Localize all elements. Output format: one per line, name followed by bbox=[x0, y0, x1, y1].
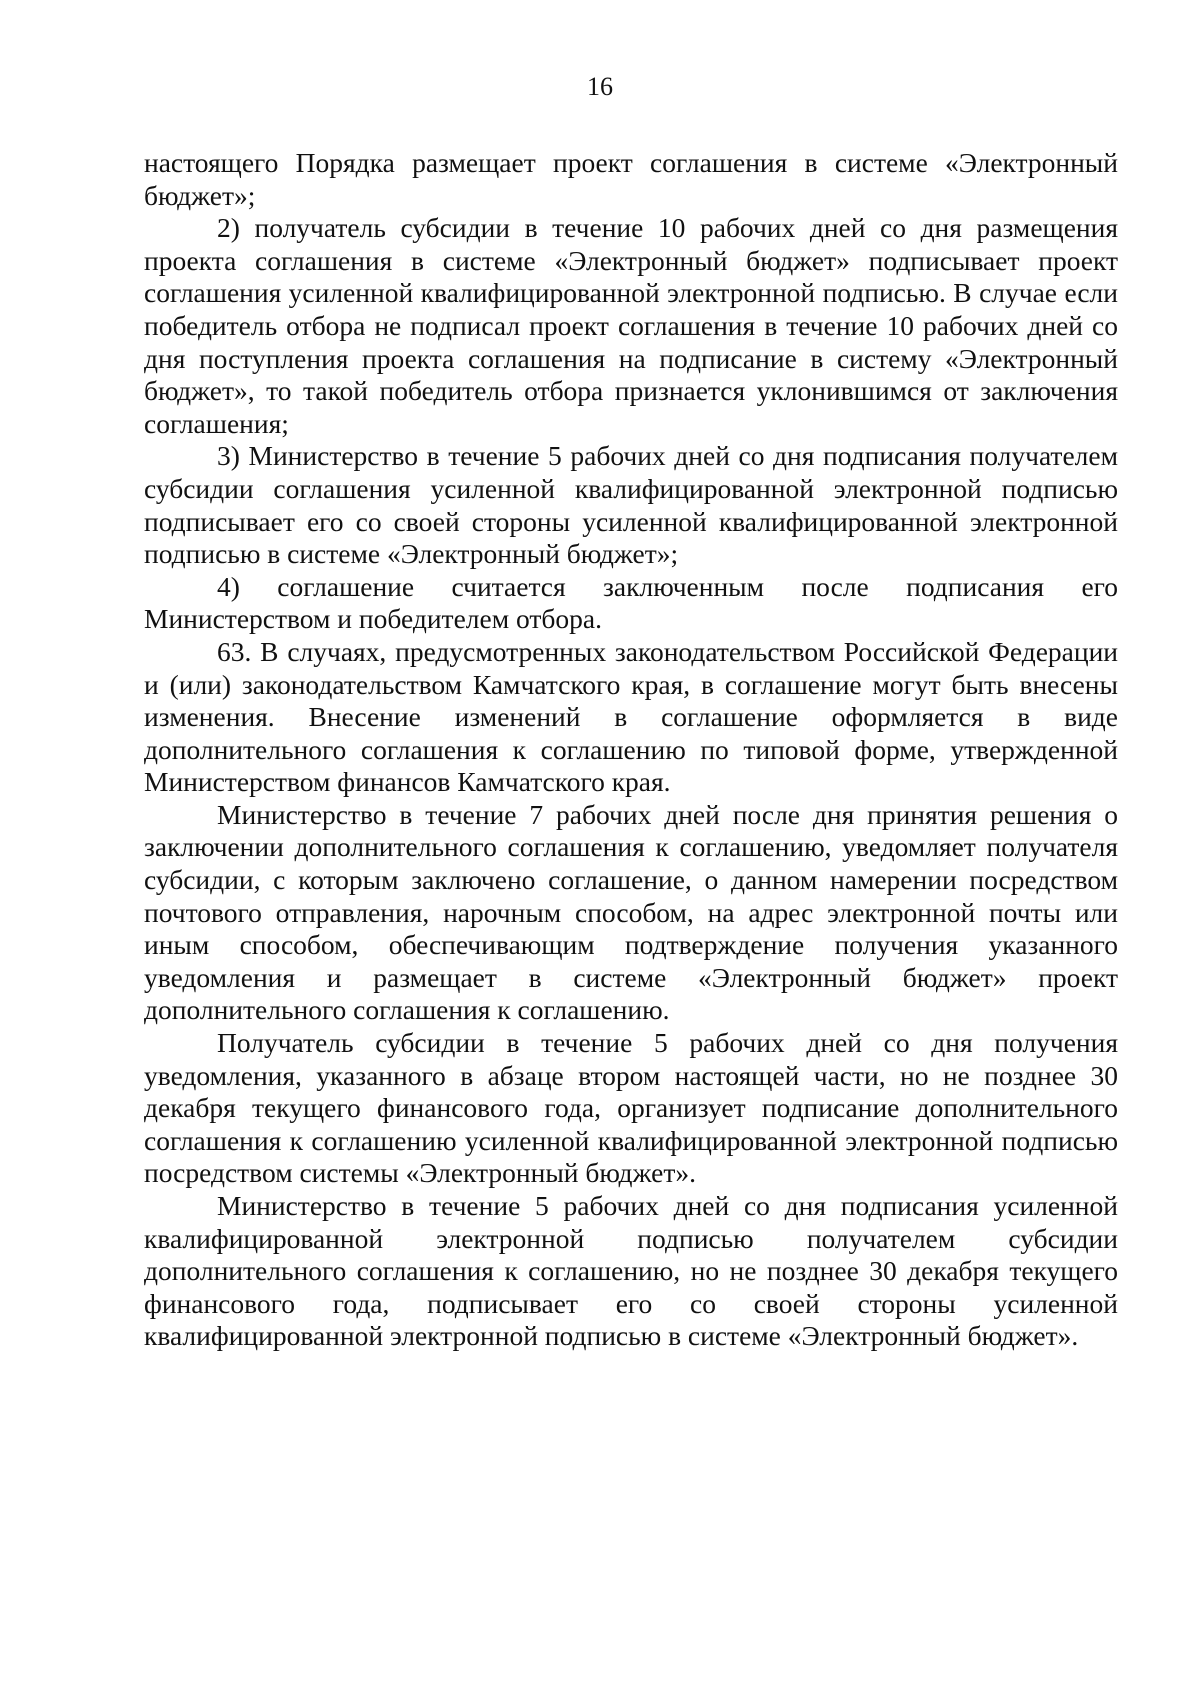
document-body bbox=[144, 147, 1118, 1353]
paragraph-4: 4) соглашение считается заключенным после подписания его Министерством и победителем отбора. bbox=[144, 570, 1118, 635]
paragraph-3: 3) Министерство в течение 5 рабочих дней со дня подписания получателем субсидии соглашения усиленной квалифицированной электронной подписью подписывает его со своей стороны усиленной квалифицированной электронной подписью в системе «Электронный бюджет»; bbox=[144, 440, 1118, 570]
paragraph-2: 2) получатель субсидии в течение 10 рабочих дней со дня размещения проекта соглашения в системе «Электронный бюджет» подписывает проект соглашения усиленной квалифицированной электронной подписью. В случае если победитель отбора не подписал проект соглашения в течение 10 рабочих дней со дня поступления проекта соглашения на подписание в систему «Электронный бюджет», то такой победитель отбора признается уклонившимся от заключения соглашения; bbox=[144, 212, 1118, 439]
paragraph-7: Получатель субсидии в течение 5 рабочих дней со дня получения уведомления, указанного в абзаце втором настоящей части, но не позднее 30 декабря текущего финансового года, организует подписание дополнительного соглашения к соглашению усиленной квалифицированной электронной подписью посредством системы «Электронный бюджет». bbox=[144, 1027, 1118, 1189]
paragraph-5: 63. В случаях, предусмотренных законодательством Российской Федерации и (или) законодательством Камчатского края, в соглашение могут быть внесены изменения. Внесение изменений в соглашение оформляется в виде дополнительного соглашения к соглашению по типовой форме, утвержденной Министерством финансов Камчатского края. bbox=[144, 635, 1118, 798]
page-number: 16 bbox=[587, 72, 613, 101]
paragraph-1: настоящего Порядка размещает проект соглашения в системе «Электронный бюджет»; bbox=[144, 147, 1118, 211]
paragraph-6: Министерство в течение 7 рабочих дней после дня принятия решения о заключении дополнительного соглашения к соглашению, уведомляет получателя субсидии, с которым заключено соглашение, о данном намерении посредством почтового отправления, нарочным способом, на адрес электронной почты или иным способом, обеспечивающим подтверждение получения указанного уведомления и размещает в системе «Электронный бюджет» проект дополнительного соглашения к соглашению. bbox=[144, 798, 1118, 1026]
paragraph-8: Министерство в течение 5 рабочих дней со дня подписания усиленной квалифицированной электронной подписью получателем субсидии дополнительного соглашения к соглашению, но не позднее 30 декабря текущего финансового года, подписывает его со своей стороны усиленной квалифицированной электронной подписью в системе «Электронный бюджет». bbox=[144, 1190, 1118, 1352]
